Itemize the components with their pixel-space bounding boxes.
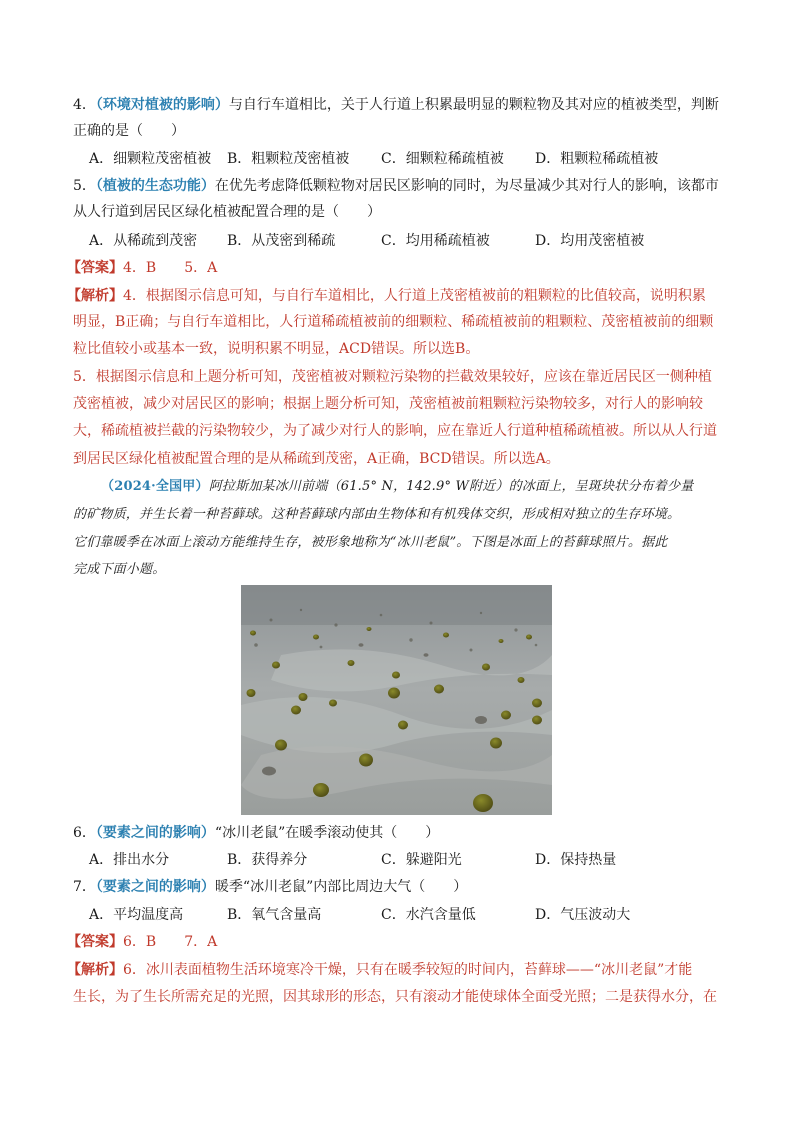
analysis1-line2: 明显，B正确；与自行车道相比，人行道稀疏植被前的细颗粒、稀疏植被前的粗颗粒、茂密植被前的细颗 — [73, 314, 714, 330]
analysis-label: 【解析】 — [67, 288, 123, 304]
q5-number: 5． — [73, 178, 96, 194]
analysis2-term: “冰川老鼠” — [593, 962, 665, 978]
q7-options — [89, 906, 630, 924]
q6-options — [89, 851, 616, 869]
story-line4: 完成下面小题。 — [73, 562, 166, 577]
q5-option-b[interactable]: B．从茂密到稀疏 — [227, 233, 336, 249]
q7-option-b[interactable]: B．氧气含量高 — [227, 907, 322, 923]
analysis2-text-a: 6．冰川表面植物生活环境寒冷干燥，只有在暖季较短的时间内，苔藓球—— — [123, 962, 594, 978]
q4-option-c[interactable]: C．细颗粒稀疏植被 — [381, 151, 504, 167]
q4-text: 与自行车道相比，关于人行道上积累最明显的颗粒物及其对应的植被类型，判断 — [228, 97, 719, 113]
story-source: （2024·全国甲） — [101, 479, 209, 494]
q7-option-d[interactable]: D．气压波动大 — [535, 907, 631, 923]
story-line3: 它们靠暖季在冰面上滚动方能维持生存，被形象地称为“冰川老鼠”。下图是冰面上的苔藓球照片。据此 — [73, 535, 668, 550]
analysis2-line2: 生长，为了生长所需充足的光照，因其球形的形态，只有滚动才能使球体全面受光照；二是获得水分，在 — [73, 989, 717, 1005]
answer-block-2 — [67, 933, 717, 951]
analysis1-line6: 大，稀疏植被拦截的污染物较少，为了减少对行人的影响，应在靠近人行道种植稀疏植被。所以从人行道 — [73, 423, 717, 439]
moss-ball-photo — [241, 585, 552, 815]
q6-option-a[interactable]: A．排出水分 — [89, 852, 170, 868]
story-line2: 的矿物质，并生长着一种苔藓球。这种苔藓球内部由生物体和有机残体交织，形成相对独立的生存环境。 — [73, 507, 681, 522]
q5-line2: 从人行道到居民区绿化植被配置合理的是（ ） — [73, 204, 381, 220]
answer-value: 4．B 5．A — [123, 260, 218, 276]
analysis2-line1 — [67, 961, 717, 979]
q4-option-b[interactable]: B．粗颗粒茂密植被 — [227, 151, 350, 167]
q6-option-c[interactable]: C．躲避阳光 — [381, 852, 462, 868]
q4-line2: 正确的是（ ） — [73, 123, 185, 139]
analysis2-text-c: 才能 — [664, 962, 693, 978]
q6-tag: （要素之间的影响） — [95, 825, 215, 841]
q7-option-a[interactable]: A．平均温度高 — [89, 907, 184, 923]
story-line1 — [101, 478, 751, 496]
analysis1-line5: 茂密植被，减少对居民区的影响；根据上题分析可知，茂密植被前粗颗粒污染物较多，对行人的影响较 — [73, 396, 703, 412]
q5-text: 在优先考虑降低颗粒物对居民区影响的同时，为尽量减少其对行人的影响，该都市 — [214, 178, 719, 194]
analysis1-text-0: 4．根据图示信息可知，与自行车道相比，人行道上茂密植被前的粗颗粒的比值较高，说明积累 — [123, 288, 706, 304]
answer-label: 【答案】 — [67, 260, 123, 276]
q7-text: 暖季“冰川老鼠”内部比周边大气（ ） — [214, 879, 468, 895]
q6-option-d[interactable]: D．保持热量 — [535, 852, 617, 868]
q7-tag: （要素之间的影响） — [95, 879, 215, 895]
q6-text: “冰川老鼠”在暖季滚动使其（ ） — [214, 825, 440, 841]
q5-line1 — [73, 177, 723, 195]
analysis1-line7: 到居民区绿化植被配置合理的是从稀疏到茂密，A正确，BCD错误。所以选A。 — [73, 451, 560, 467]
q4-line1 — [73, 96, 723, 114]
answer2-value: 6．B 7．A — [123, 934, 218, 950]
q4-tag: （环境对植被的影响） — [95, 97, 229, 113]
story-text-0: 阿拉斯加某冰川前端（61.5° N，142.9° W附近）的冰面上，呈斑块状分布着少量 — [208, 479, 694, 494]
analysis1-line4: 5．根据图示信息和上题分析可知，茂密植被对颗粒污染物的拦截效果较好，应该在靠近居民区一侧种植 — [73, 369, 712, 385]
q4-number: 4． — [73, 97, 96, 113]
analysis2-label: 【解析】 — [67, 962, 123, 978]
q6-line1 — [73, 824, 723, 842]
q4-options — [89, 150, 658, 168]
q5-option-c[interactable]: C．均用稀疏植被 — [381, 233, 490, 249]
analysis1-line1 — [67, 287, 717, 305]
q6-option-b[interactable]: B．获得养分 — [227, 852, 308, 868]
answer-block-1 — [67, 259, 717, 277]
answer2-label: 【答案】 — [67, 934, 123, 950]
q5-options — [89, 232, 644, 250]
q4-option-d[interactable]: D．粗颗粒稀疏植被 — [535, 151, 659, 167]
q5-option-a[interactable]: A．从稀疏到茂密 — [89, 233, 198, 249]
glacier-mice-image — [241, 585, 552, 815]
q4-option-a[interactable]: A．细颗粒茂密植被 — [89, 151, 212, 167]
q5-option-d[interactable]: D．均用茂密植被 — [535, 233, 645, 249]
analysis1-line3: 粒比值较小或基本一致，说明积累不明显，ACD错误。所以选B。 — [73, 341, 480, 357]
q7-option-c[interactable]: C．水汽含量低 — [381, 907, 476, 923]
q6-number: 6． — [73, 825, 96, 841]
q5-tag: （植被的生态功能） — [95, 178, 215, 194]
q7-number: 7． — [73, 879, 96, 895]
q7-line1 — [73, 878, 723, 896]
